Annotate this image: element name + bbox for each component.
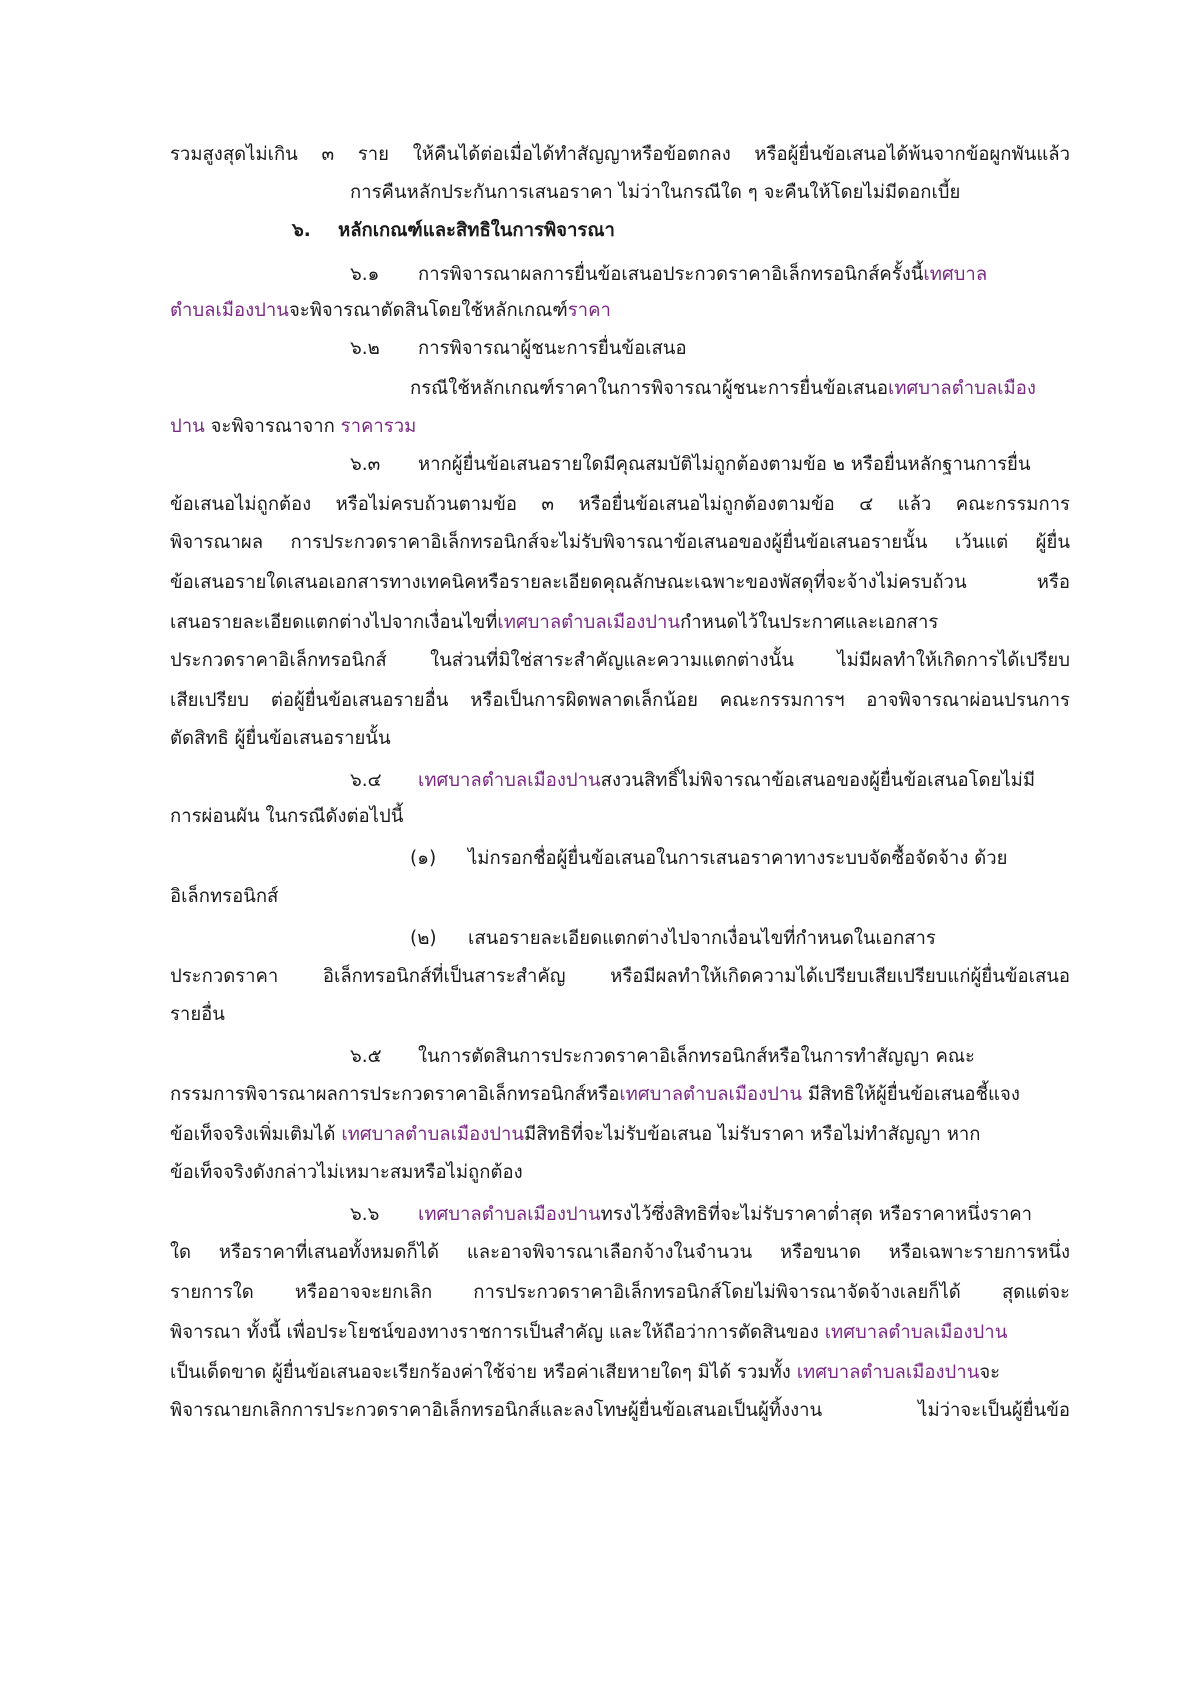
paragraph-text: รายอื่น	[170, 1004, 225, 1025]
text-line	[170, 1236, 1070, 1270]
paragraph-text: ข้อเสนอรายใดเสนอเอกสารทางเทคนิคหรือรายละเอียดคุณลักษณะเฉพาะของพัสดุที่จะจ้างไม่ครบถ้วน หรือ	[170, 572, 1070, 593]
paragraph-text: กรณีใช้หลักเกณฑ์ราคาในการพิจารณาผู้ชนะการยื่นข้อเสนอ	[410, 378, 888, 399]
text-line	[170, 488, 1070, 522]
paragraph-text: จะพิจารณาจาก	[204, 416, 341, 437]
clause-number: ๖.๔	[350, 770, 382, 791]
paragraph-text: การพิจารณาผลการยื่นข้อเสนอประกวดราคาอิเล็กทรอนิกส์ครั้งนี้	[418, 264, 924, 285]
paragraph-text: ทรงไว้ซึ่งสิทธิที่จะไม่รับราคาต่ำสุด หรือราคาหนึ่งราคา	[600, 1204, 1033, 1225]
text-line	[170, 606, 938, 640]
text-line	[170, 526, 1070, 560]
text-line	[170, 722, 391, 756]
paragraph-text: ข้อเท็จจริงเพิ่มเติมได้	[170, 1124, 342, 1145]
text-line	[170, 800, 403, 834]
criterion: ราคารวม	[340, 416, 417, 437]
paragraph-text: การพิจารณาผู้ชนะการยื่นข้อเสนอ	[418, 338, 687, 359]
org-name: เทศบาลตำบลเมืองปาน	[619, 1084, 802, 1105]
paragraph-text: พิจารณาผล การประกวดราคาอิเล็กทรอนิกส์จะไม่รับพิจารณาข้อเสนอของผู้ยื่นข้อเสนอรายนั้น เว้นแต่ ผู้ยื่น	[170, 532, 1070, 553]
text-line	[170, 644, 1070, 678]
text-line	[170, 1156, 523, 1190]
text-line	[350, 1198, 1070, 1232]
paragraph-text: รายการใด หรืออาจจะยกเลิก การประกวดราคาอิเล็กทรอนิกส์โดยไม่พิจารณาจัดจ้างเลยก็ได้ สุดแต่จะ	[170, 1282, 1070, 1303]
org-name: เทศบาล	[923, 264, 988, 285]
org-name: เทศบาลตำบลเมืองปาน	[418, 1204, 601, 1225]
list-item	[410, 842, 1007, 876]
text-line	[170, 1356, 1000, 1390]
clause-number: ๖.๖	[350, 1204, 380, 1225]
item-number: (๒)	[410, 928, 437, 949]
paragraph-text: เสียเปรียบ ต่อผู้ยื่นข้อเสนอรายอื่น หรือเป็นการผิดพลาดเล็กน้อย คณะกรรมการฯ อาจพิจารณาผ่อนปรนการ	[170, 690, 1070, 711]
paragraph-text: ใด หรือราคาที่เสนอทั้งหมดก็ได้ และอาจพิจารณาเลือกจ้างในจำนวน หรือขนาด หรือเฉพาะรายการหนึ่ง	[170, 1242, 1070, 1263]
text-line	[170, 410, 416, 444]
org-name: เทศบาลตำบลเมืองปาน	[497, 612, 681, 633]
org-name: เทศบาลตำบลเมือง	[888, 378, 1036, 399]
paragraph-text: หากผู้ยื่นข้อเสนอรายใดมีคุณสมบัติไม่ถูกต้องตามข้อ ๒ หรือยื่นหลักฐานการยื่น	[418, 454, 1031, 475]
org-name: เทศบาลตำบลเมืองปาน	[418, 770, 601, 791]
text-line	[170, 880, 278, 914]
text-line	[170, 684, 1070, 718]
paragraph-text: จะพิจารณาตัดสินโดยใช้หลักเกณฑ์	[288, 300, 568, 321]
text-line	[170, 998, 225, 1032]
text-line	[350, 258, 1070, 292]
paragraph-text: ตัดสิทธิ ผู้ยื่นข้อเสนอรายนั้น	[170, 728, 391, 749]
clause-number: ๖.๕	[350, 1046, 382, 1067]
text-line	[170, 960, 1070, 994]
text-line	[170, 1276, 1070, 1310]
section-heading	[292, 214, 615, 248]
org-name: เทศบาลตำบลเมืองปาน	[824, 1322, 1008, 1343]
text-line	[170, 1118, 981, 1152]
clause-number: ๖.๒	[350, 338, 380, 359]
paragraph-text: รวมสูงสุดไม่เกิน ๓ ราย ให้คืนได้ต่อเมื่อได้ทำสัญญาหรือข้อตกลง หรือผู้ยื่นข้อเสนอได้พ้นจากข้อผูกพันแล้ว	[170, 144, 1070, 165]
text-line	[350, 176, 960, 210]
section-number: ๖.	[292, 220, 311, 241]
text-line	[350, 764, 1035, 798]
text-line	[350, 448, 1070, 482]
paragraph-text: อิเล็กทรอนิกส์	[170, 886, 279, 907]
paragraph-text: การผ่อนผัน ในกรณีดังต่อไปนี้	[170, 806, 404, 827]
text-line	[350, 332, 687, 366]
item-number: (๑)	[410, 848, 437, 869]
paragraph-text: ไม่กรอกชื่อผู้ยื่นข้อเสนอในการเสนอราคาทางระบบจัดซื้อจัดจ้าง ด้วย	[468, 848, 1008, 869]
paragraph-text: ข้อเท็จจริงดังกล่าวไม่เหมาะสมหรือไม่ถูกต้อง	[170, 1162, 523, 1183]
criterion: ราคา	[567, 300, 611, 321]
text-line	[170, 138, 1070, 172]
text-line	[350, 1040, 975, 1074]
org-name: เทศบาลตำบลเมืองปาน	[796, 1362, 980, 1383]
paragraph-text: พิจารณายกเลิกการประกวดราคาอิเล็กทรอนิกส์และลงโทษผู้ยื่นข้อเสนอเป็นผู้ทิ้งงาน ไม่ว่าจะเป็นผู้ยื่นข้อ	[170, 1400, 1070, 1421]
text-line	[170, 1078, 1020, 1112]
text-line	[170, 566, 1070, 600]
list-item	[410, 922, 936, 956]
paragraph-text: ประกวดราคาอิเล็กทรอนิกส์ ในส่วนที่มิใช่สาระสำคัญและความแตกต่างนั้น ไม่มีผลทำให้เกิดการได้เปรียบ	[170, 650, 1070, 671]
paragraph-text: ข้อเสนอไม่ถูกต้อง หรือไม่ครบถ้วนตามข้อ ๓ หรือยื่นข้อเสนอไม่ถูกต้องตามข้อ ๔ แล้ว คณะกรรมการ	[170, 494, 1070, 515]
paragraph-text: กำหนดไว้ในประกาศและเอกสาร	[680, 612, 939, 633]
clause-number: ๖.๑	[350, 264, 380, 285]
text-line	[170, 294, 611, 328]
org-name: ปาน	[170, 416, 205, 437]
paragraph-text: ประกวดราคา อิเล็กทรอนิกส์ที่เป็นสาระสำคัญ หรือมีผลทำให้เกิดความได้เปรียบเสียเปรียบแก่ผู้ยื่นข้อเสนอ	[170, 966, 1070, 987]
paragraph-text: เป็นเด็ดขาด ผู้ยื่นข้อเสนอจะเรียกร้องค่าใช้จ่าย หรือค่าเสียหายใดๆ มิได้ รวมทั้ง	[170, 1362, 797, 1383]
org-name: ตำบลเมืองปาน	[170, 300, 289, 321]
paragraph-text: กรรมการพิจารณาผลการประกวดราคาอิเล็กทรอนิกส์หรือ	[170, 1084, 620, 1105]
text-line	[170, 1394, 1070, 1428]
paragraph-text: การคืนหลักประกันการเสนอราคา ไม่ว่าในกรณีใด ๆ จะคืนให้โดยไม่มีดอกเบี้ย	[350, 182, 961, 203]
paragraph-text: จะ	[979, 1362, 1001, 1383]
paragraph-text: มีสิทธิที่จะไม่รับข้อเสนอ ไม่รับราคา หรือไม่ทำสัญญา หาก	[524, 1124, 981, 1145]
paragraph-text: เสนอรายละเอียดแตกต่างไปจากเงื่อนไขที่กำหนดในเอกสาร	[468, 928, 936, 949]
paragraph-text: พิจารณา ทั้งนี้ เพื่อประโยชน์ของทางราชการเป็นสำคัญ และให้ถือว่าการตัดสินของ	[170, 1322, 825, 1343]
text-line	[170, 1316, 1007, 1350]
clause-number: ๖.๓	[350, 454, 381, 475]
paragraph-text: ในการตัดสินการประกวดราคาอิเล็กทรอนิกส์หรือในการทำสัญญา คณะ	[418, 1046, 975, 1067]
section-title: หลักเกณฑ์และสิทธิในการพิจารณา	[338, 220, 615, 241]
text-line	[410, 372, 1036, 406]
paragraph-text: มีสิทธิให้ผู้ยื่นข้อเสนอชี้แจง	[801, 1084, 1020, 1105]
org-name: เทศบาลตำบลเมืองปาน	[341, 1124, 525, 1145]
paragraph-text: สงวนสิทธิ์ไม่พิจารณาข้อเสนอของผู้ยื่นข้อเสนอโดยไม่มี	[600, 770, 1036, 791]
paragraph-text: เสนอรายละเอียดแตกต่างไปจากเงื่อนไขที่	[170, 612, 498, 633]
